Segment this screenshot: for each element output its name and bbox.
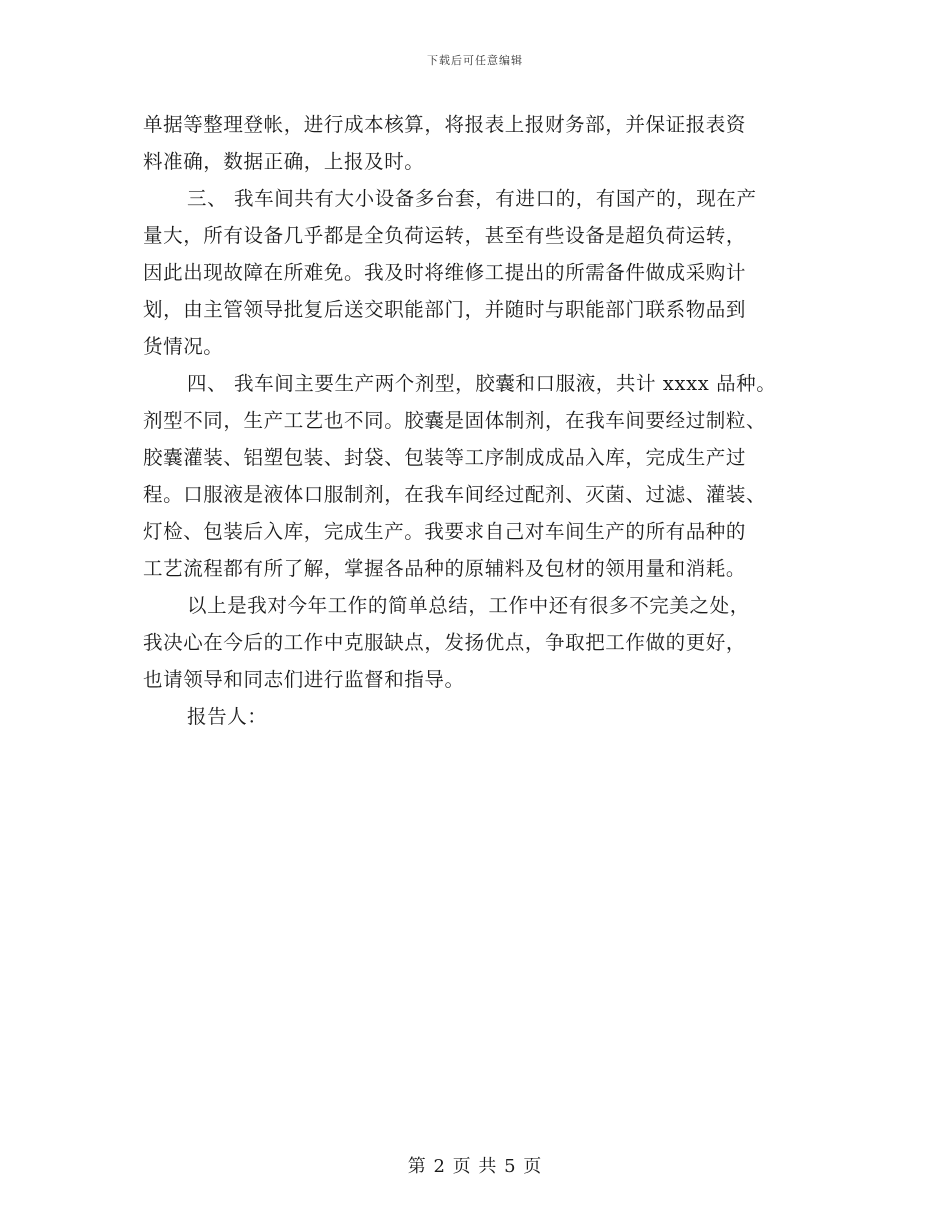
page-header: 下载后可任意编辑 xyxy=(427,54,523,67)
body-line: 胶囊灌装、铝塑包装、封袋、包装等工序制成成品入库，完成生产过 xyxy=(143,446,747,469)
body-line: 划，由主管领导批复后送交职能部门，并随时与职能部门联系物品到 xyxy=(143,298,747,321)
paragraph-three-start: 三、 我车间共有大小设备多台套，有进口的，有国产的，现在产 xyxy=(187,187,757,210)
body-line: 货情况。 xyxy=(143,335,224,358)
body-line: 单据等整理登帐，进行成本核算，将报表上报财务部，并保证报表资 xyxy=(143,113,747,136)
reporter-label: 报告人： xyxy=(187,705,268,728)
body-line: 灯检、包装后入库，完成生产。我要求自己对车间生产的所有品种的 xyxy=(143,520,747,543)
body-line: 因此出现故障在所难免。我及时将维修工提出的所需备件做成采购计 xyxy=(143,261,747,284)
body-line: 我决心在今后的工作中克服缺点，发扬优点，争取把工作做的更好， xyxy=(143,631,747,654)
summary-paragraph-start: 以上是我对今年工作的简单总结，工作中还有很多不完美之处， xyxy=(187,594,750,617)
body-line: 剂型不同，生产工艺也不同。胶囊是固体制剂，在我车间要经过制粒、 xyxy=(143,409,767,432)
paragraph-four-start: 四、 我车间主要生产两个剂型，胶囊和口服液，共计 xxxx 品种。 xyxy=(187,372,777,395)
body-line: 工艺流程都有所了解，掌握各品种的原辅料及包材的领用量和消耗。 xyxy=(143,557,747,580)
page-number: 第 2 页 共 5 页 xyxy=(407,1156,543,1177)
body-line: 也请领导和同志们进行监督和指导。 xyxy=(143,668,465,691)
body-line: 料准确，数据正确，上报及时。 xyxy=(143,150,425,173)
document-body xyxy=(143,106,811,735)
body-line: 程。口服液是液体口服制剂，在我车间经过配剂、灭菌、过滤、灌装、 xyxy=(143,483,767,506)
body-line: 量大，所有设备几乎都是全负荷运转，甚至有些设备是超负荷运转， xyxy=(143,224,747,247)
